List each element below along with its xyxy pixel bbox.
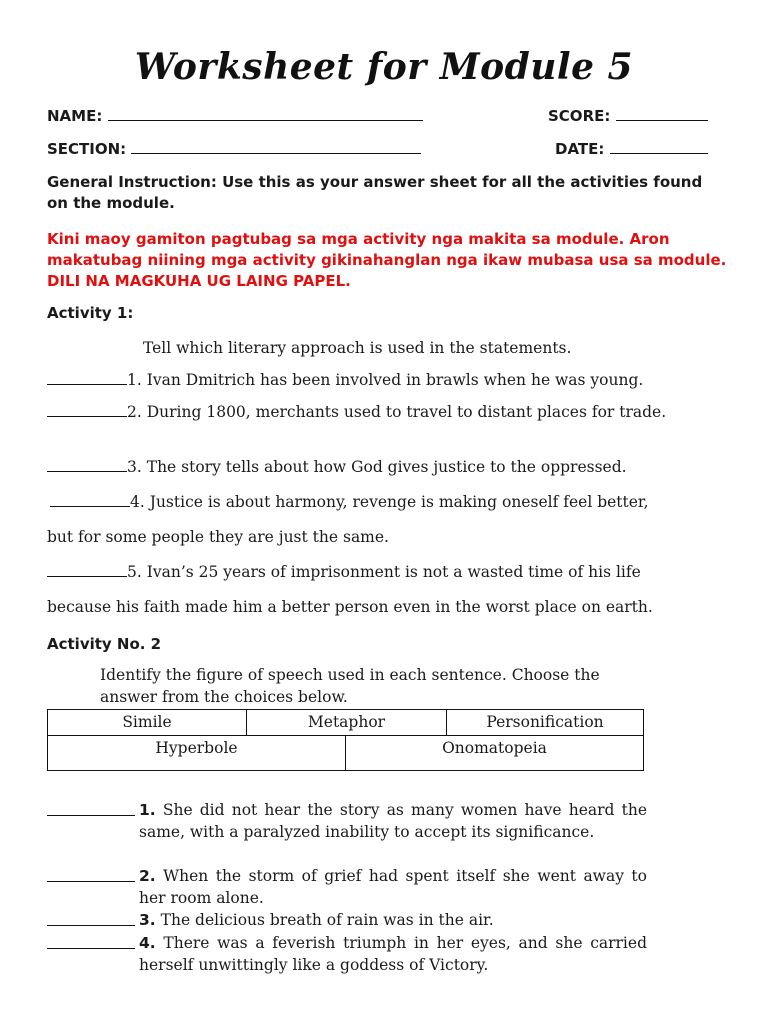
answer-blank[interactable] (47, 402, 127, 417)
score-blank[interactable] (616, 106, 708, 121)
date-blank[interactable] (610, 139, 708, 154)
activity1-item: 3. The story tells about how God gives justice to the oppressed. (47, 456, 727, 478)
choices-row (47, 709, 644, 736)
choice-cell: Metaphor (247, 710, 447, 735)
date-label: DATE: (555, 140, 605, 158)
name-blank[interactable] (108, 106, 423, 121)
score-field (548, 106, 708, 125)
activity1-item-continuation: because his faith made him a better person even in the worst place on earth. (47, 598, 653, 616)
choice-cell: Personification (486, 713, 604, 731)
answer-blank[interactable] (47, 934, 135, 949)
answer-blank[interactable] (47, 370, 127, 385)
choices-row (47, 736, 644, 771)
activity1-item: 5. Ivan’s 25 years of imprisonment is not a wasted time of his life (47, 561, 727, 583)
activity1-direction: Tell which literary approach is used in the statements. (143, 339, 572, 357)
answer-blank[interactable] (47, 911, 135, 926)
choice-cell: Hyperbole (48, 736, 346, 770)
score-label: SCORE: (548, 107, 611, 125)
activity2-item: 1. She did not hear the story as many women have heard the same, with a paralyzed inability to accept its significance. (47, 799, 647, 843)
answer-blank[interactable] (47, 801, 135, 816)
activity1-item-continuation: but for some people they are just the same. (47, 528, 389, 546)
answer-blank[interactable] (47, 867, 135, 882)
choices-table (47, 709, 644, 771)
answer-blank[interactable] (47, 562, 127, 577)
answer-blank[interactable] (47, 457, 127, 472)
section-field (47, 139, 421, 158)
name-label: NAME: (47, 107, 103, 125)
name-field (47, 106, 423, 125)
activity2-direction: Identify the figure of speech used in each sentence. Choose the answer from the choices below. (100, 666, 600, 706)
activity2-item: 3. The delicious breath of rain was in the air. (47, 909, 647, 931)
choice-cell: Simile (48, 710, 247, 735)
section-label: SECTION: (47, 140, 127, 158)
activity1-item: 1. Ivan Dmitrich has been involved in brawls when he was young. (47, 369, 727, 391)
section-blank[interactable] (131, 139, 421, 154)
date-field (555, 139, 708, 158)
page-title: Worksheet for Module 5 (134, 46, 634, 88)
activity2-item: 2. When the storm of grief had spent itself she went away to her room alone. (47, 865, 647, 909)
activity1-item: 2. During 1800, merchants used to travel to distant places for trade. (47, 401, 719, 423)
general-instruction: General Instruction: Use this as your answer sheet for all the activities found on the module. (47, 173, 703, 212)
activity2-heading: Activity No. 2 (47, 635, 162, 653)
choice-cell: Onomatopeia (442, 739, 547, 757)
answer-blank[interactable] (50, 492, 130, 507)
local-instruction: Kini maoy gamiton pagtubag sa mga activity nga makita sa module. Aron makatubag niining mga activity gikinahanglan nga ikaw mubasa usa sa module. DILI NA MAGKUHA UG LAING PAPEL. (47, 230, 727, 290)
activity2-item: 4. There was a feverish triumph in her eyes, and she carried herself unwittingly like a goddess of Victory. (47, 932, 647, 976)
activity1-heading: Activity 1: (47, 304, 134, 322)
activity1-item: 4. Justice is about harmony, revenge is making oneself feel better, (50, 491, 730, 513)
